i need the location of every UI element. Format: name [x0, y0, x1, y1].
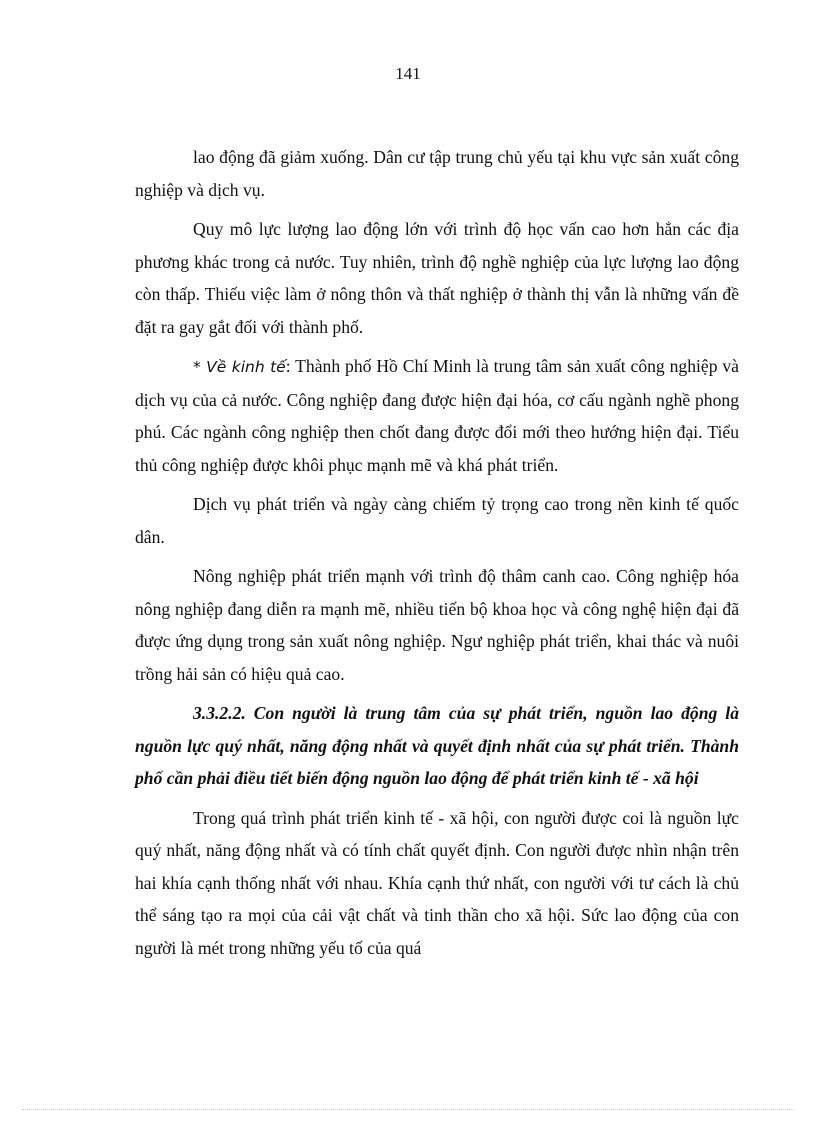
economy-text: : Thành phố Hồ Chí Minh là trung tâm sản xuất công nghiệp và dịch vụ của cả nước. Công nghiệp đang được hiện đại hóa, cơ cấu ngành nghề phong phú. Các ngành công nghiệp then chốt đang được đổi mới theo hướng hiện đại. Tiểu thủ công nghiệp được khôi phục mạnh mẽ và khá phát triển.: [135, 356, 739, 475]
document-body: [135, 141, 739, 971]
paragraph-human-resources: Trong quá trình phát triển kinh tế - xã hội, con người được coi là nguồn lực quý nhất, năng động nhất và có tính chất quyết định. Con người được nhìn nhận trên hai khía cạnh thống nhất với nhau. Khía cạnh thứ nhất, con người với tư cách là chủ thể sáng tạo ra mọi của cải vật chất và tinh thần cho xã hội. Sức lao động của con người là mét trong những yếu tố của quá: [135, 807, 739, 958]
paragraph-economy: [135, 350, 739, 481]
paragraph-labor-force: Quy mô lực lượng lao động lớn với trình độ học vấn cao hơn hẳn các địa phương khác trong cả nước. Tuy nhiên, trình độ nghề nghiệp của lực lượng lao động còn thấp. Thiếu việc làm ở nông thôn và thất nghiệp ở thành thị vẫn là những vấn đề đặt ra gay gắt đối với thành phố.: [135, 219, 739, 337]
page-number: 141: [395, 64, 421, 83]
page-bottom-rule: [22, 1109, 794, 1110]
section-heading: 3.3.2.2. Con người là trung tâm của sự phát triển, nguồn lao động là nguồn lực quý nhất, năng động nhất và quyết định nhất của sự phát triển. Thành phố cần phải điều tiết biến động nguồn lao động để phát triển kinh tế - xã hội: [135, 703, 739, 788]
paragraph-agriculture: Nông nghiệp phát triển mạnh với trình độ thâm canh cao. Công nghiệp hóa nông nghiệp đang diễn ra mạnh mẽ, nhiều tiến bộ khoa học và công nghệ hiện đại đã được ứng dụng trong sản xuất nông nghiệp. Ngư nghiệp phát triển, khai thác và nuôi trồng hải sản có hiệu quả cao.: [135, 566, 739, 684]
paragraph-services: Dịch vụ phát triển và ngày càng chiếm tỷ trọng cao trong nền kinh tế quốc dân.: [135, 494, 739, 547]
paragraph-population: lao động đã giảm xuống. Dân cư tập trung chủ yếu tại khu vực sản xuất công nghiệp và dịch vụ.: [135, 147, 739, 200]
economy-lead: * Về kinh tế: [193, 358, 286, 376]
